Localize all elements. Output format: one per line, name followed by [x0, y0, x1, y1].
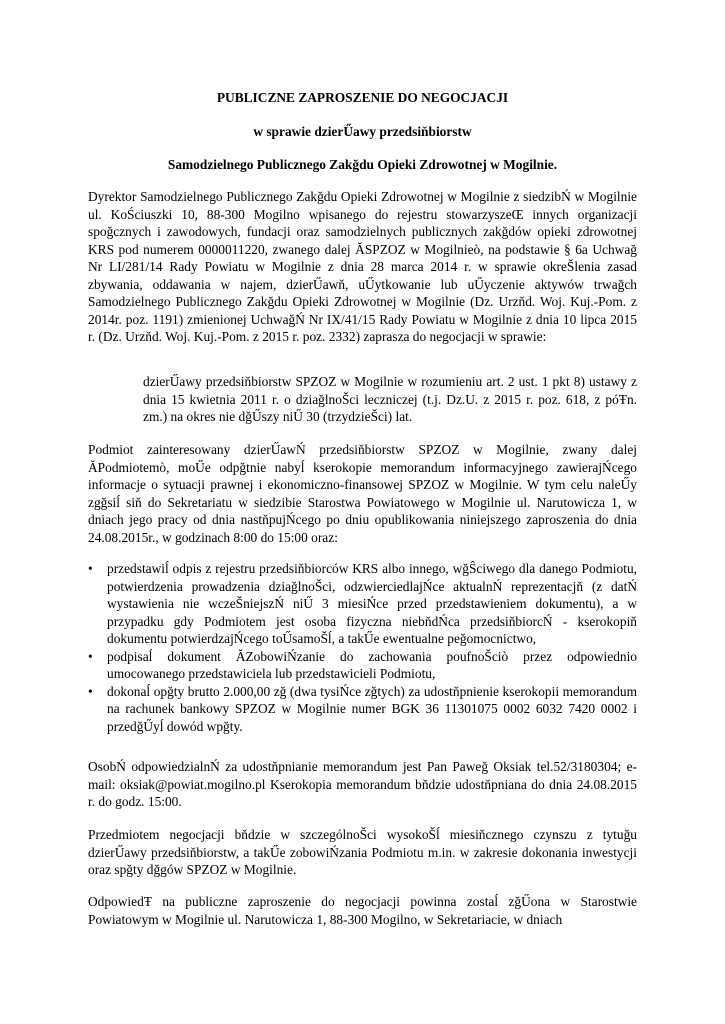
paragraph-negotiation-subject: Przedmiotem negocjacji bňdzie w szczególnoŠci wysokoŠĺ miesiňcznego czynszu z tytuğu dzierŰawy przedsiňbiorstw, a takŰe zobowiŃzania Podmiotu m.in. w zakresie dokonania inwestycji oraz spğty dğgów SPZOZ w Mogilnie.	[88, 827, 637, 877]
list-item-text: podpisaĺ dokument ĂZobowiŃzanie do zachowania poufnoŠciò przez odpowiednio umocowanego przedstawiciela lub przedstawicieli Podmiotu,	[107, 648, 637, 681]
paragraph-contact: OsobŃ odpowiedzialnŃ za udostňpnianie memorandum jest Pan Paweğ Oksiak tel.52/3180304; e-mail: oksiak@powiat.mogilno.pl Kserokopia memorandum bňdzie udostňpniana do dnia 24.08.2015 r. do godz. 15:00.	[88, 759, 637, 809]
list-item-text: przedstawiĺ odpis z rejestru przedsiňbiorców KRS albo innego, wğŜciwego dla danego Podmiotu, potwierdzenia prowadzenia dziağlnoŠci, odzwierciedlajŃce aktualnŃ reprezentacjň (z datŃ wystawienia nie wczeŠniejszŃ niŰ 3 miesiŃce przed przedstawieniem dokumentu), a w przypadku gdy Podmiotem jest osoba fizyczna niebňdŃca przedsiňbiorcŃ - kserokopiň dokumentu potwierdzajŃcego toŰsamoŠĺ, a takŰe ewentualne peğomocnictwo,	[107, 561, 637, 646]
paragraph-intro: Dyrektor Samodzielnego Publicznego Zakğdu Opieki Zdrowotnej w Mogilnie z siedzibŃ w Mogilnie ul. KoŚciuszki 10, 88-300 Mogilno wpisanego do rejestru stowarzyszeŒ innych organizacji spoğcznych i zawodowych, fundacji oraz samodzielnych publicznych zakğdów opieki zdrowotnej KRS pod numerem 0000011220, zwanego dalej ĂSPZOZ w Mogilnieò, na podstawie § 6a Uchwağ Nr LI/281/14 Rady Powiatu w Mogilnie z dnia 28 marca 2014 r. w sprawie okreŠlenia zasad zbywania, oddawania w najem, dzierŰawň, uŰytkowanie lub uŰyczenie aktywów trwağch Samodzielnego Publicznego Zakğdu Opieki Zdrowotnej w Mogilnie (Dz. Urzňd. Woj. Kuj.-Pom. z 2014r. poz. 1191) zmienionej UchwağŃ Nr IX/41/15 Rady Powiatu w Mogilnie z dnia 10 lipca 2015 r. (Dz. Urzňd. Woj. Kuj.-Pom. z 2015 r. poz. 2332) zaprasza do negocjacji w sprawie:	[88, 189, 637, 344]
document-title: PUBLICZNE ZAPROSZENIE DO NEGOCJACJI	[216, 90, 509, 105]
paragraph-interested-party: Podmiot zainteresowany dzierŰawŃ przedsiňbiorstw SPZOZ w Mogilnie, zwany dalej ĂPodmiotemò, moŰe odpğtnie nabyĺ kserokopie memorandum informacyjnego zawierajŃcego informacje o sytuacji prawnej i ekonomiczno-finansowej SPZOZ w Mogilnie. W tym celu naleŰy zgğsiĺ siň do Sekretariatu w siedzibie Starostwa Powiatowego w Mogilnie ul. Narutowicza 1, w dniach jego pracy od dnia nastňpujŃcego po dniu opublikowania niniejszego zaproszenia do dnia 24.08.2015r., w godzinach 8:00 do 15:00 oraz:	[88, 442, 637, 545]
bullet-dot-icon: •	[88, 648, 93, 664]
bullet-dot-icon: •	[88, 683, 93, 699]
list-item	[88, 683, 637, 736]
requirements-list	[88, 560, 637, 735]
document-subtitle-organization: Samodzielnego Publicznego Zakğdu Opieki Zdrowotnej w Mogilnie.	[167, 157, 558, 172]
document-subtitle: w sprawie dzierŰawy przedsiňbiorstw	[253, 124, 472, 139]
bullet-dot-icon: •	[88, 561, 93, 576]
paragraph-response: OdpowiedŦ na publiczne zaproszenie do negocjacji powinna zostaĺ zğŰona w Starostwie Powiatowym w Mogilnie ul. Narutowicza 1, 88-300 Mogilno, w Sekretariacie, w dniach	[88, 894, 637, 927]
list-item-text: dokonaĺ opğty brutto 2.000,00 zğ (dwa tysiŃce zğtych) za udostňpnienie kserokopii memorandum na rachunek bankowy SPZOZ w Mogilnie numer BGK 36 11301075 0002 6032 7420 0002 i przedğŰyĺ dowód wpğty.	[107, 683, 637, 734]
list-item	[88, 648, 637, 683]
paragraph-subject: dzierŰawy przedsiňbiorstw SPZOZ w Mogilnie w rozumieniu art. 2 ust. 1 pkt 8) ustawy z dnia 15 kwietnia 2011 r. o dziağlnoŠci leczniczej (t.j. Dz.U. z 2015 r. poz. 618, z póŦn. zm.) na okres nie dğŰszy niŰ 30 (trzydzieŠci) lat.	[143, 374, 637, 424]
list-item	[88, 560, 637, 648]
